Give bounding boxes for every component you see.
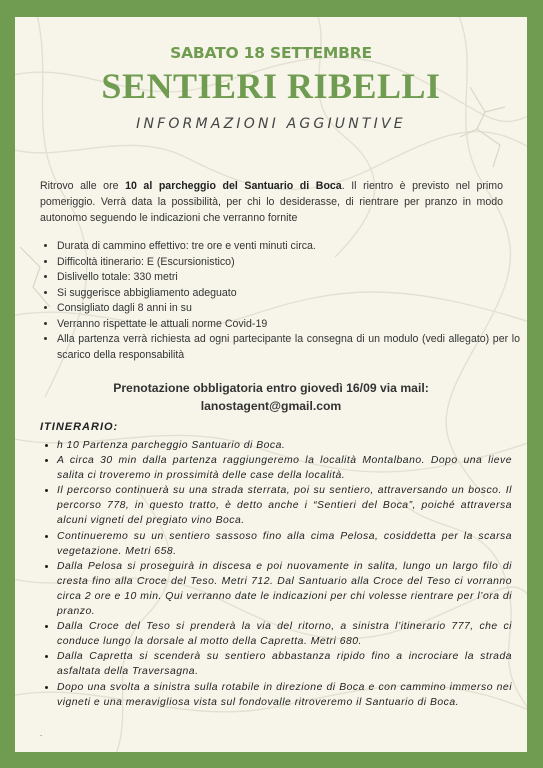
itinerary-step: • Il percorso continuerà su una strada sterrata, poi su sentiero, attraversando un bosco. Il percorso 778, in questo tratto, è detto anche i “Sentieri del Boca”, poiché attraversa alcuni vigneti del pregiato vino Boca.: [57, 483, 512, 528]
section-subtitle: INFORMAZIONI AGGIUNTIVE: [136, 116, 406, 132]
itinerary-step: • Continueremo su un sentiero sassoso fino alla cima Pelosa, cosiddetta per la scarsa vegetazione. Metri 658.: [57, 529, 512, 559]
intro-meeting-point: 10 al parcheggio del Santuario di Boca: [125, 180, 342, 192]
itinerary-step: • Dopo una svolta a sinistra sulla rotabile in direzione di Boca e con cammino immerso nei vigneti e una meravigliosa vista sul fondovalle ritroveremo il Santuario di Boca.: [57, 680, 512, 710]
intro-text-end: . Il rientro è previsto nel primo pomeriggio. Verrà data la possibilità, per chi lo desiderasse, di rientrare per pranzo in modo autonomo seguendo le indicazioni che verranno fornite: [40, 180, 504, 224]
info-list: [40, 239, 520, 363]
flyer-page: [15, 17, 527, 752]
intro-paragraph: [40, 178, 503, 226]
info-item-waiver: • Alla partenza verrà richiesta ad ogni partecipante la consegna di un modulo (vedi allegato) per lo scarico della responsabilità: [57, 332, 520, 363]
itinerary-step: • Dalla Capretta si scenderà su sentiero abbastanza ripido fino a incrociare la strada asfaltata della Traversagna.: [57, 649, 512, 679]
info-item-duration: • Durata di cammino effettivo: tre ore e venti minuti circa.: [57, 239, 520, 255]
info-item-covid: • Verranno rispettate le attuali norme Covid-19: [57, 317, 520, 333]
itinerary-list: [40, 438, 512, 710]
event-title: SENTIERI RIBELLI: [101, 66, 441, 106]
intro-text-start: Ritrovo alle ore: [40, 180, 126, 192]
itinerary-step: • h 10 Partenza parcheggio Santuario di Boca.: [57, 438, 512, 453]
itinerary-step: • Dalla Croce del Teso si prenderà la via del ritorno, a sinistra l’itinerario 777, che ci conduce lungo la dorsale al motto della Capretta. Metri 680.: [57, 619, 512, 649]
info-item-elevation: • Dislivello totale: 330 metri: [57, 270, 520, 286]
booking-email: lanostagent@gmail.com: [200, 399, 342, 413]
info-item-age: • Consigliato dagli 8 anni in su: [57, 301, 520, 317]
info-item-difficulty: • Difficoltà itinerario: E (Escursionistico): [57, 255, 520, 271]
itinerary-heading: ITINERARIO:: [40, 421, 119, 433]
booking-notice: [15, 379, 527, 415]
booking-text: Prenotazione obbligatoria entro giovedì 16/09 via mail:: [113, 381, 429, 395]
event-date: SABATO 18 SETTEMBRE: [170, 44, 372, 62]
info-item-clothing: • Si suggerisce abbigliamento adeguato: [57, 286, 520, 302]
itinerary-step: • Dalla Pelosa si proseguirà in discesa e poi nuovamente in salita, lungo un largo filo di cresta fino alla Croce del Teso. Metri 712. Dal Santuario alla Croce del Teso ci vorranno circa 2 ore e 10 min. Qui verranno date le indicazioni per chi volesse rientrare per l’ora di pranzo.: [57, 559, 512, 619]
itinerary-step: • A circa 30 min dalla partenza raggiungeremo la località Montalbano. Dopo una lieve salita ci troveremo in prossimità delle case della località.: [57, 453, 512, 483]
footer-mark: .: [40, 729, 43, 738]
